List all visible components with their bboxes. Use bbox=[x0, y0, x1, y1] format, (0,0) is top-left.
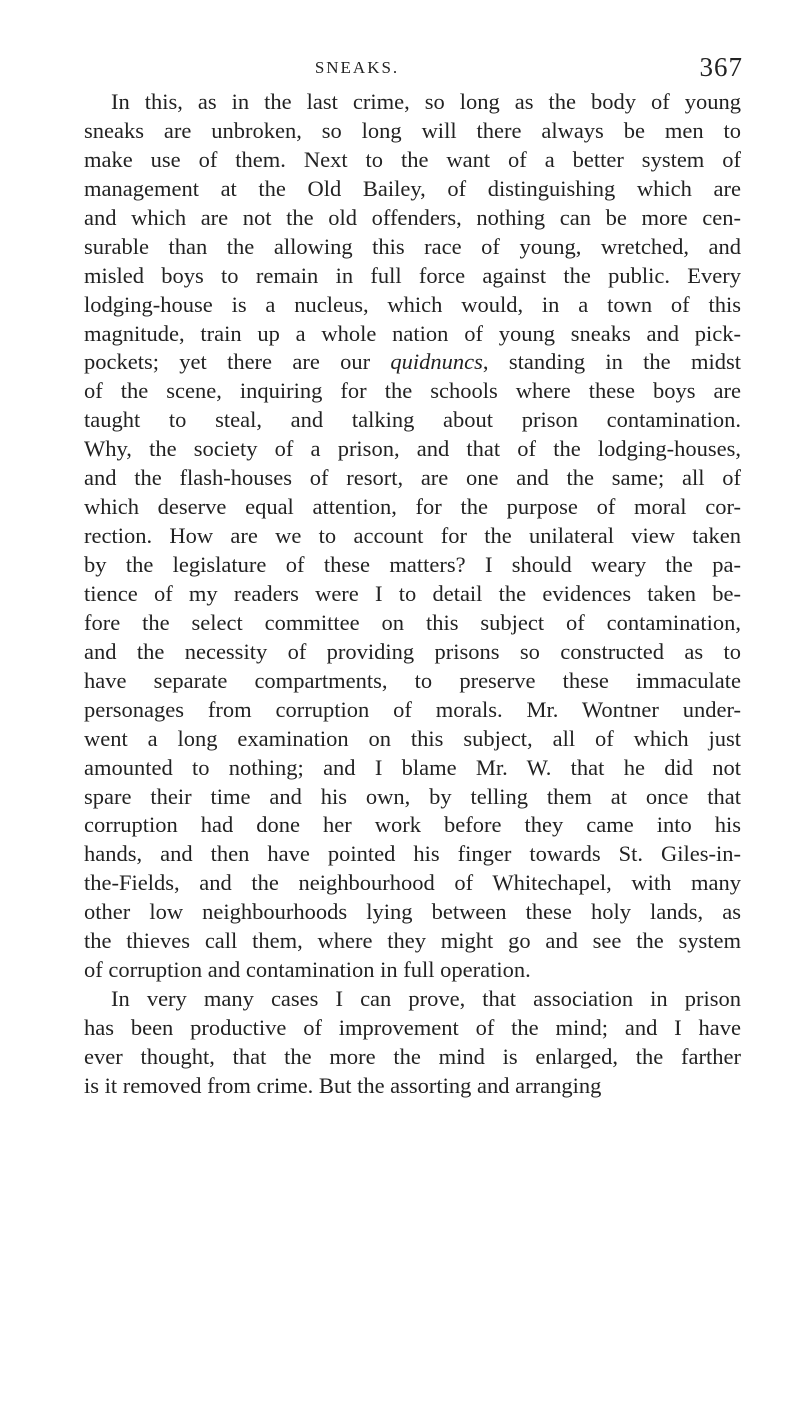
line-text: is it removed from crime. But the assorting and arranging bbox=[84, 1072, 602, 1098]
running-head: SNEAKS. bbox=[314, 58, 400, 77]
line-text: and the flash-houses of resort, are one and the same; all of bbox=[84, 465, 741, 491]
line-text: ever thought, that the more the mind is enlarged, the farther bbox=[84, 1043, 741, 1069]
text-line bbox=[84, 551, 741, 580]
text-line bbox=[84, 840, 741, 869]
line-text: personages from corruption of morals. Mr. Wontner under- bbox=[84, 696, 741, 722]
line-text: corruption had done her work before they came into his bbox=[84, 812, 741, 838]
text-line bbox=[84, 348, 741, 377]
text-line bbox=[84, 580, 741, 609]
line-text: In very many cases I can prove, that association in prison bbox=[111, 986, 741, 1012]
text-line bbox=[84, 233, 741, 262]
text-line bbox=[84, 291, 741, 320]
text-line bbox=[84, 956, 741, 985]
text-line bbox=[84, 464, 741, 493]
line-text: amounted to nothing; and I blame Mr. W. that he did not bbox=[84, 754, 741, 780]
text-line bbox=[84, 1014, 741, 1043]
text-line bbox=[84, 725, 741, 754]
line-text: which deserve equal attention, for the purpose of moral cor- bbox=[84, 494, 741, 520]
text-line bbox=[84, 898, 741, 927]
text-line bbox=[84, 406, 741, 435]
line-text: other low neighbourhoods lying between these holy lands, as bbox=[84, 899, 741, 925]
text-line bbox=[84, 204, 741, 233]
text-line bbox=[84, 783, 741, 812]
line-text: tience of my readers were I to detail the evidences taken be- bbox=[84, 580, 741, 606]
text-line bbox=[84, 146, 741, 175]
line-text: magnitude, train up a whole nation of young sneaks and pick- bbox=[84, 320, 741, 346]
line-text: In this, as in the last crime, so long as the body of young bbox=[111, 89, 741, 114]
line-text: went a long examination on this subject, all of which just bbox=[84, 725, 741, 751]
text-line bbox=[84, 638, 741, 667]
page-number: 367 bbox=[699, 52, 743, 82]
paragraph bbox=[84, 88, 741, 985]
text-line bbox=[84, 377, 741, 406]
paragraph bbox=[84, 985, 741, 1101]
line-text: of corruption and contamination in full operation. bbox=[84, 957, 531, 983]
italic-text: quidnuncs bbox=[390, 349, 483, 375]
text-line bbox=[84, 927, 741, 956]
line-text: have separate compartments, to preserve these immaculate bbox=[84, 667, 741, 693]
line-text: and which are not the old offenders, nothing can be more cen- bbox=[84, 204, 741, 230]
line-text: misled boys to remain in full force against the public. Every bbox=[84, 262, 741, 288]
line-text: the-Fields, and the neighbourhood of Whitechapel, with many bbox=[84, 870, 741, 896]
text-line bbox=[84, 985, 741, 1014]
text-line bbox=[84, 1043, 741, 1072]
text-line bbox=[84, 117, 741, 146]
text-line bbox=[84, 522, 741, 551]
text-line bbox=[84, 175, 741, 204]
line-text: by the legislature of these matters? I should weary the pa- bbox=[84, 552, 741, 577]
line-text: hands, and then have pointed his finger towards St. Giles-in- bbox=[84, 841, 741, 867]
text-line bbox=[84, 667, 741, 696]
text-line bbox=[84, 88, 741, 117]
text-line bbox=[84, 435, 741, 464]
line-text: , standing in the midst bbox=[482, 349, 741, 375]
line-text: has been productive of improvement of the mind; and I have bbox=[84, 1015, 741, 1040]
text-line bbox=[84, 262, 741, 291]
text-line bbox=[84, 1072, 741, 1101]
line-text: Why, the society of a prison, and that of the lodging-houses, bbox=[84, 436, 741, 462]
line-text: taught to steal, and talking about prison contamination. bbox=[84, 407, 741, 433]
text-line bbox=[84, 609, 741, 638]
line-text: the thieves call them, where they might go and see the system bbox=[84, 928, 741, 954]
text-line bbox=[84, 811, 741, 840]
line-text: spare their time and his own, by telling them at once that bbox=[84, 783, 741, 809]
line-text: make use of them. Next to the want of a better system of bbox=[84, 146, 741, 172]
text-line bbox=[84, 869, 741, 898]
body-text bbox=[84, 88, 741, 1101]
line-text: of the scene, inquiring for the schools where these boys are bbox=[84, 378, 741, 404]
line-text: management at the Old Bailey, of distinguishing which are bbox=[84, 175, 741, 201]
text-line bbox=[84, 320, 741, 349]
line-text: rection. How are we to account for the unilateral view taken bbox=[84, 523, 741, 549]
line-text: surable than the allowing this race of young, wretched, and bbox=[84, 233, 741, 259]
line-text: and the necessity of providing prisons so constructed as to bbox=[84, 638, 741, 664]
line-text: lodging-house is a nucleus, which would, in a town of this bbox=[84, 291, 741, 317]
text-line bbox=[84, 754, 741, 783]
line-text: pockets; yet there are our bbox=[84, 349, 391, 375]
text-line bbox=[84, 493, 741, 522]
text-line bbox=[84, 696, 741, 725]
line-text: sneaks are unbroken, so long will there always be men to bbox=[84, 117, 741, 143]
line-text: fore the select committee on this subject of contamination, bbox=[84, 609, 741, 635]
